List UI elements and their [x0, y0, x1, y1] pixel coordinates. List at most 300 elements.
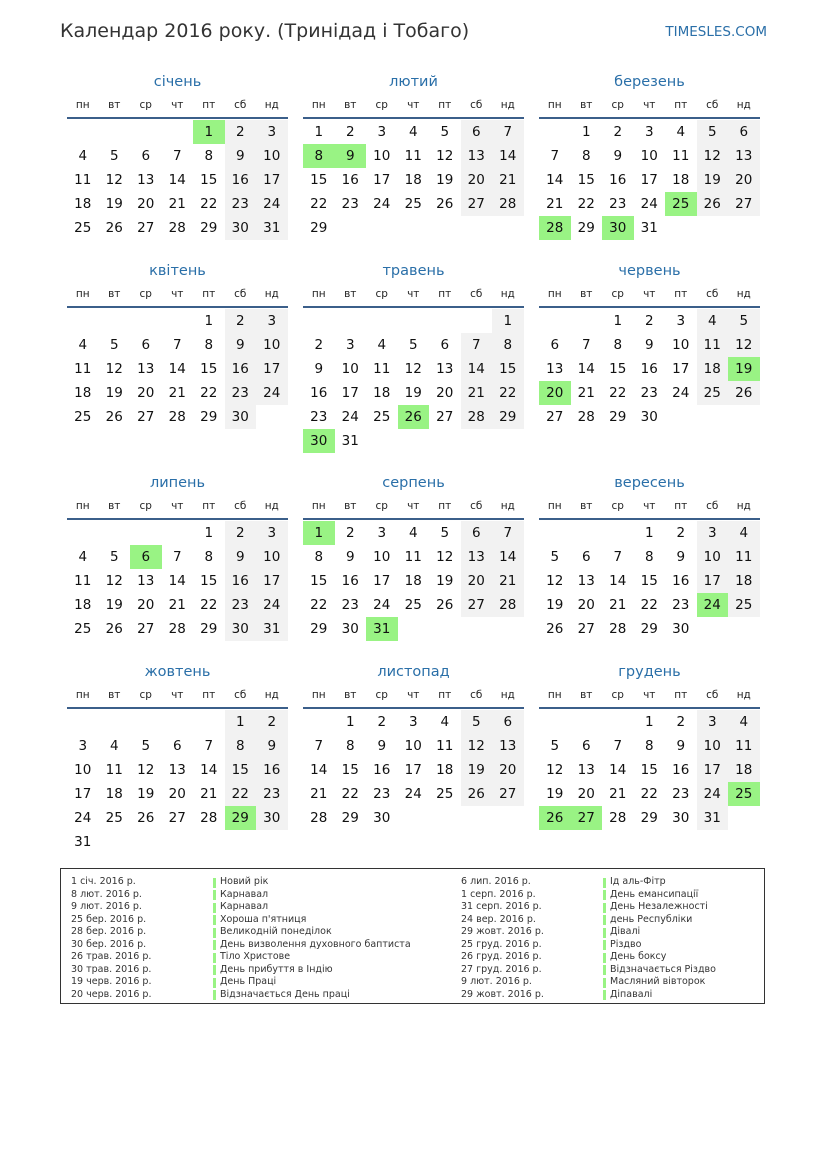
- day-cell: 30: [672, 810, 690, 826]
- day-cell: 28: [492, 593, 524, 617]
- holiday-name: Карнавал: [213, 889, 268, 902]
- empty-day-cell: [571, 309, 603, 333]
- week-row: [303, 617, 524, 641]
- empty-day-cell: [256, 830, 288, 854]
- week-row: [303, 309, 524, 333]
- day-cell: 29: [609, 409, 627, 425]
- holiday-name: Новий рік: [213, 876, 268, 889]
- empty-day-cell: [162, 120, 194, 144]
- empty-day-cell: [130, 120, 162, 144]
- week-row: [539, 381, 760, 405]
- day-cell: 28: [492, 192, 524, 216]
- week-row: [303, 168, 524, 192]
- day-cell: 19: [436, 573, 454, 589]
- day-cell: 4: [109, 738, 119, 754]
- day-cell: 23: [256, 782, 288, 806]
- month-3: [539, 71, 760, 240]
- day-cell: 6: [728, 120, 760, 144]
- week-row: [539, 309, 760, 333]
- day-cell: 21: [461, 381, 493, 405]
- day-cell: 10: [256, 144, 288, 168]
- month-11: [303, 661, 524, 830]
- day-cell: 19: [404, 385, 422, 401]
- holiday-day-cell: 26: [539, 806, 571, 830]
- day-cell: 30: [640, 409, 658, 425]
- day-cell: 11: [74, 172, 92, 188]
- holiday-name: день Республіки: [603, 914, 692, 927]
- weekday-label: пн: [75, 99, 90, 111]
- month-name: грудень: [618, 664, 681, 680]
- day-cell: 17: [256, 569, 288, 593]
- weekday-label: пн: [547, 689, 562, 701]
- day-cell: 8: [644, 549, 654, 565]
- week-row: [67, 569, 288, 593]
- day-cell: 26: [728, 381, 760, 405]
- empty-day-cell: [67, 521, 99, 545]
- day-cell: 14: [609, 573, 627, 589]
- holiday-day-cell: 20: [539, 381, 571, 405]
- empty-day-cell: [728, 216, 760, 240]
- weekday-label: пт: [202, 288, 216, 300]
- day-cell: 10: [256, 333, 288, 357]
- day-cell: 5: [461, 710, 493, 734]
- day-cell: 16: [672, 573, 690, 589]
- day-cell: 17: [640, 172, 658, 188]
- holiday-date: 25 бер. 2016 р.: [71, 913, 147, 925]
- week-row: [539, 357, 760, 381]
- weekday-label: пн: [547, 500, 562, 512]
- week-row: [539, 758, 760, 782]
- day-cell: 6: [141, 337, 151, 353]
- day-cell: 13: [492, 734, 524, 758]
- day-cell: 18: [74, 385, 92, 401]
- day-cell: 30: [341, 621, 359, 637]
- weekday-label: пн: [547, 99, 562, 111]
- day-cell: 1: [204, 313, 214, 329]
- day-cell: 11: [672, 148, 690, 164]
- day-cell: 3: [644, 124, 654, 140]
- day-cell: 1: [204, 525, 214, 541]
- day-cell: 16: [672, 762, 690, 778]
- week-row: [539, 521, 760, 545]
- day-cell: 23: [341, 196, 359, 212]
- day-cell: 29: [200, 409, 218, 425]
- empty-day-cell: [67, 309, 99, 333]
- day-cell: 28: [168, 621, 186, 637]
- empty-day-cell: [335, 216, 367, 240]
- weekday-label: чт: [643, 288, 656, 300]
- day-cell: 29: [577, 220, 595, 236]
- day-cell: 18: [436, 762, 454, 778]
- month-12: [539, 661, 760, 830]
- empty-day-cell: [665, 216, 697, 240]
- day-cell: 16: [373, 762, 391, 778]
- day-cell: 31: [256, 617, 288, 641]
- day-cell: 24: [341, 409, 359, 425]
- day-cell: 10: [697, 545, 729, 569]
- empty-day-cell: [99, 309, 131, 333]
- day-cell: 18: [404, 172, 422, 188]
- weekday-label: вт: [344, 689, 357, 701]
- weekday-label: пт: [674, 500, 688, 512]
- month-7: [67, 472, 288, 641]
- weekday-label: нд: [264, 99, 279, 111]
- day-cell: 3: [697, 710, 729, 734]
- empty-day-cell: [398, 617, 430, 641]
- day-cell: 31: [640, 220, 658, 236]
- empty-day-cell: [130, 710, 162, 734]
- day-cell: 19: [697, 168, 729, 192]
- empty-day-cell: [539, 120, 571, 144]
- empty-day-cell: [429, 806, 461, 830]
- day-cell: 5: [728, 309, 760, 333]
- day-cell: 12: [728, 333, 760, 357]
- empty-day-cell: [99, 521, 131, 545]
- empty-day-cell: [303, 710, 335, 734]
- day-cell: 2: [256, 710, 288, 734]
- day-cell: 9: [225, 144, 257, 168]
- day-cell: 18: [697, 357, 729, 381]
- weekday-header: [303, 282, 524, 306]
- weekday-label: ср: [139, 500, 152, 512]
- day-cell: 4: [697, 309, 729, 333]
- day-cell: 24: [256, 192, 288, 216]
- day-cell: 19: [546, 786, 564, 802]
- day-cell: 5: [109, 549, 119, 565]
- weekday-label: нд: [500, 689, 515, 701]
- day-cell: 28: [168, 220, 186, 236]
- holiday-day-cell: 25: [665, 192, 697, 216]
- day-cell: 14: [461, 357, 493, 381]
- holiday-name: День визволення духовного баптиста: [213, 939, 411, 952]
- weekday-label: сб: [234, 288, 247, 300]
- holiday-list: [60, 868, 765, 1004]
- day-cell: 5: [440, 124, 450, 140]
- day-cell: 15: [492, 357, 524, 381]
- day-cell: 24: [256, 381, 288, 405]
- day-cell: 30: [225, 405, 257, 429]
- day-cell: 1: [492, 309, 524, 333]
- weekday-label: ср: [611, 288, 624, 300]
- day-cell: 21: [546, 196, 564, 212]
- day-cell: 18: [672, 172, 690, 188]
- day-cell: 2: [225, 521, 257, 545]
- day-cell: 1: [225, 710, 257, 734]
- day-cell: 11: [697, 333, 729, 357]
- holiday-name: Дівалі: [603, 926, 640, 939]
- weekday-label: пн: [547, 288, 562, 300]
- day-cell: 19: [105, 597, 123, 613]
- day-cell: 29: [341, 810, 359, 826]
- day-cell: 15: [310, 172, 328, 188]
- day-cell: 3: [256, 309, 288, 333]
- week-row: [67, 192, 288, 216]
- empty-day-cell: [130, 830, 162, 854]
- day-cell: 13: [137, 573, 155, 589]
- day-cell: 2: [676, 525, 686, 541]
- day-cell: 15: [200, 172, 218, 188]
- day-cell: 3: [408, 714, 418, 730]
- weekday-label: сб: [470, 689, 483, 701]
- day-cell: 28: [577, 409, 595, 425]
- day-cell: 21: [492, 569, 524, 593]
- day-cell: 30: [225, 216, 257, 240]
- day-cell: 22: [341, 786, 359, 802]
- day-cell: 27: [577, 621, 595, 637]
- site-link[interactable]: TIMESLES.COM: [665, 24, 767, 40]
- day-cell: 26: [697, 192, 729, 216]
- weekday-header: [539, 93, 760, 117]
- day-cell: 21: [577, 385, 595, 401]
- weekday-label: пн: [75, 689, 90, 701]
- empty-day-cell: [429, 429, 461, 453]
- weekday-label: чт: [643, 689, 656, 701]
- weekday-label: ср: [139, 689, 152, 701]
- day-cell: 25: [74, 220, 92, 236]
- day-cell: 7: [492, 120, 524, 144]
- day-cell: 7: [172, 549, 182, 565]
- day-cell: 15: [640, 762, 658, 778]
- day-cell: 29: [492, 405, 524, 429]
- day-cell: 14: [546, 172, 564, 188]
- weekday-header: [539, 282, 760, 306]
- day-cell: 3: [377, 124, 387, 140]
- day-cell: 1: [644, 525, 654, 541]
- weekday-header: [303, 683, 524, 707]
- day-cell: 6: [581, 738, 591, 754]
- day-cell: 5: [550, 549, 560, 565]
- day-cell: 14: [310, 762, 328, 778]
- weekday-label: пт: [202, 99, 216, 111]
- weekday-label: пн: [311, 500, 326, 512]
- empty-day-cell: [366, 429, 398, 453]
- day-cell: 17: [256, 357, 288, 381]
- day-cell: 2: [225, 120, 257, 144]
- day-cell: 24: [373, 597, 391, 613]
- empty-day-cell: [256, 405, 288, 429]
- weekday-label: нд: [736, 689, 751, 701]
- day-cell: 15: [341, 762, 359, 778]
- day-cell: 1: [314, 124, 324, 140]
- empty-day-cell: [162, 309, 194, 333]
- day-cell: 24: [672, 385, 690, 401]
- day-cell: 31: [697, 806, 729, 830]
- week-row: [67, 710, 288, 734]
- day-cell: 25: [728, 593, 760, 617]
- empty-day-cell: [193, 830, 225, 854]
- day-cell: 7: [314, 738, 324, 754]
- holiday-date: 27 груд. 2016 р.: [461, 963, 542, 975]
- week-row: [67, 806, 288, 830]
- day-cell: 13: [577, 573, 595, 589]
- day-cell: 25: [436, 786, 454, 802]
- day-cell: 9: [644, 337, 654, 353]
- week-row: [303, 569, 524, 593]
- day-cell: 25: [404, 196, 422, 212]
- weekday-label: сб: [470, 288, 483, 300]
- day-cell: 16: [341, 573, 359, 589]
- day-cell: 2: [644, 313, 654, 329]
- empty-day-cell: [366, 216, 398, 240]
- day-cell: 2: [314, 337, 324, 353]
- empty-day-cell: [162, 521, 194, 545]
- holiday-date: 19 черв. 2016 р.: [71, 976, 152, 987]
- empty-day-cell: [99, 830, 131, 854]
- day-cell: 16: [256, 758, 288, 782]
- day-cell: 18: [728, 569, 760, 593]
- weekday-label: вт: [580, 500, 593, 512]
- week-row: [67, 734, 288, 758]
- weekday-label: вт: [344, 99, 357, 111]
- day-cell: 16: [341, 172, 359, 188]
- empty-day-cell: [728, 806, 760, 830]
- empty-day-cell: [162, 830, 194, 854]
- empty-day-cell: [99, 710, 131, 734]
- month-name: липень: [149, 475, 206, 491]
- day-cell: 8: [345, 738, 355, 754]
- weekday-label: вт: [108, 99, 121, 111]
- day-cell: 9: [345, 549, 355, 565]
- month-4: [67, 260, 288, 429]
- page-title: Календар 2016 року. (Тринідад і Тобаго): [60, 20, 470, 42]
- empty-day-cell: [461, 806, 493, 830]
- month-name: червень: [618, 263, 681, 279]
- day-cell: 15: [200, 361, 218, 377]
- weekday-label: чт: [407, 288, 420, 300]
- day-cell: 26: [105, 621, 123, 637]
- day-cell: 4: [78, 148, 88, 164]
- holiday-day-cell: 30: [303, 429, 335, 453]
- day-cell: 10: [373, 148, 391, 164]
- day-cell: 2: [377, 714, 387, 730]
- day-cell: 5: [550, 738, 560, 754]
- day-cell: 5: [440, 525, 450, 541]
- month-name: березень: [614, 74, 685, 90]
- holiday-date: 28 бер. 2016 р.: [71, 926, 147, 937]
- day-cell: 4: [440, 714, 450, 730]
- day-cell: 4: [377, 337, 387, 353]
- week-row: [539, 617, 760, 641]
- weekday-label: чт: [643, 500, 656, 512]
- day-cell: 26: [436, 196, 454, 212]
- weekday-label: ср: [375, 500, 388, 512]
- day-cell: 12: [137, 762, 155, 778]
- day-cell: 9: [256, 734, 288, 758]
- day-cell: 20: [137, 196, 155, 212]
- day-cell: 19: [137, 786, 155, 802]
- weekday-label: нд: [500, 99, 515, 111]
- day-cell: 14: [492, 545, 524, 569]
- day-cell: 6: [461, 521, 493, 545]
- weekday-header: [303, 93, 524, 117]
- week-row: [303, 710, 524, 734]
- day-cell: 14: [200, 762, 218, 778]
- weekday-label: ср: [375, 689, 388, 701]
- empty-day-cell: [539, 710, 571, 734]
- weekday-label: нд: [736, 288, 751, 300]
- weekday-label: пн: [311, 288, 326, 300]
- day-cell: 3: [78, 738, 88, 754]
- day-cell: 19: [436, 172, 454, 188]
- day-cell: 20: [461, 569, 493, 593]
- day-cell: 8: [204, 337, 214, 353]
- day-cell: 26: [105, 220, 123, 236]
- day-cell: 11: [728, 545, 760, 569]
- week-row: [67, 405, 288, 429]
- weekday-label: чт: [407, 99, 420, 111]
- holiday-date: 1 січ. 2016 р.: [71, 876, 136, 887]
- day-cell: 11: [728, 734, 760, 758]
- weekday-label: вт: [108, 500, 121, 512]
- weekday-label: сб: [234, 500, 247, 512]
- day-cell: 5: [109, 148, 119, 164]
- day-cell: 16: [225, 357, 257, 381]
- day-cell: 18: [74, 196, 92, 212]
- empty-day-cell: [461, 216, 493, 240]
- month-2: [303, 71, 524, 240]
- day-cell: 21: [609, 597, 627, 613]
- day-cell: 21: [168, 385, 186, 401]
- day-cell: 13: [461, 144, 493, 168]
- day-cell: 17: [697, 758, 729, 782]
- weekday-label: вт: [580, 689, 593, 701]
- day-cell: 24: [697, 782, 729, 806]
- holiday-name: Тіло Христове: [213, 951, 290, 964]
- day-cell: 3: [345, 337, 355, 353]
- day-cell: 11: [105, 762, 123, 778]
- day-cell: 10: [697, 734, 729, 758]
- holiday-day-cell: 8: [303, 144, 335, 168]
- holiday-day-cell: 24: [697, 593, 729, 617]
- day-cell: 6: [172, 738, 182, 754]
- empty-day-cell: [697, 617, 729, 641]
- day-cell: 13: [461, 545, 493, 569]
- day-cell: 12: [404, 361, 422, 377]
- day-cell: 30: [225, 617, 257, 641]
- day-cell: 26: [105, 409, 123, 425]
- month-name: листопад: [377, 664, 450, 680]
- empty-day-cell: [461, 429, 493, 453]
- weekday-label: пн: [75, 288, 90, 300]
- day-cell: 14: [577, 361, 595, 377]
- weekday-label: нд: [264, 500, 279, 512]
- day-cell: 30: [672, 621, 690, 637]
- weekday-label: чт: [171, 689, 184, 701]
- empty-day-cell: [492, 617, 524, 641]
- day-cell: 11: [404, 549, 422, 565]
- holiday-date: 29 жовт. 2016 р.: [461, 988, 544, 1000]
- day-cell: 23: [640, 385, 658, 401]
- holiday-name: Діпавалі: [603, 989, 652, 1002]
- day-cell: 22: [200, 597, 218, 613]
- day-cell: 22: [310, 196, 328, 212]
- day-cell: 7: [492, 521, 524, 545]
- month-name: січень: [153, 74, 202, 90]
- day-cell: 28: [310, 810, 328, 826]
- empty-day-cell: [728, 405, 760, 429]
- day-cell: 20: [168, 786, 186, 802]
- day-cell: 23: [373, 786, 391, 802]
- week-row: [67, 545, 288, 569]
- holiday-date: 24 вер. 2016 р.: [461, 913, 536, 925]
- day-cell: 8: [613, 337, 623, 353]
- holiday-day-cell: 26: [398, 405, 430, 429]
- holiday-day-cell: 31: [366, 617, 398, 641]
- day-cell: 21: [492, 168, 524, 192]
- week-row: [303, 144, 524, 168]
- day-cell: 20: [461, 168, 493, 192]
- day-cell: 7: [613, 549, 623, 565]
